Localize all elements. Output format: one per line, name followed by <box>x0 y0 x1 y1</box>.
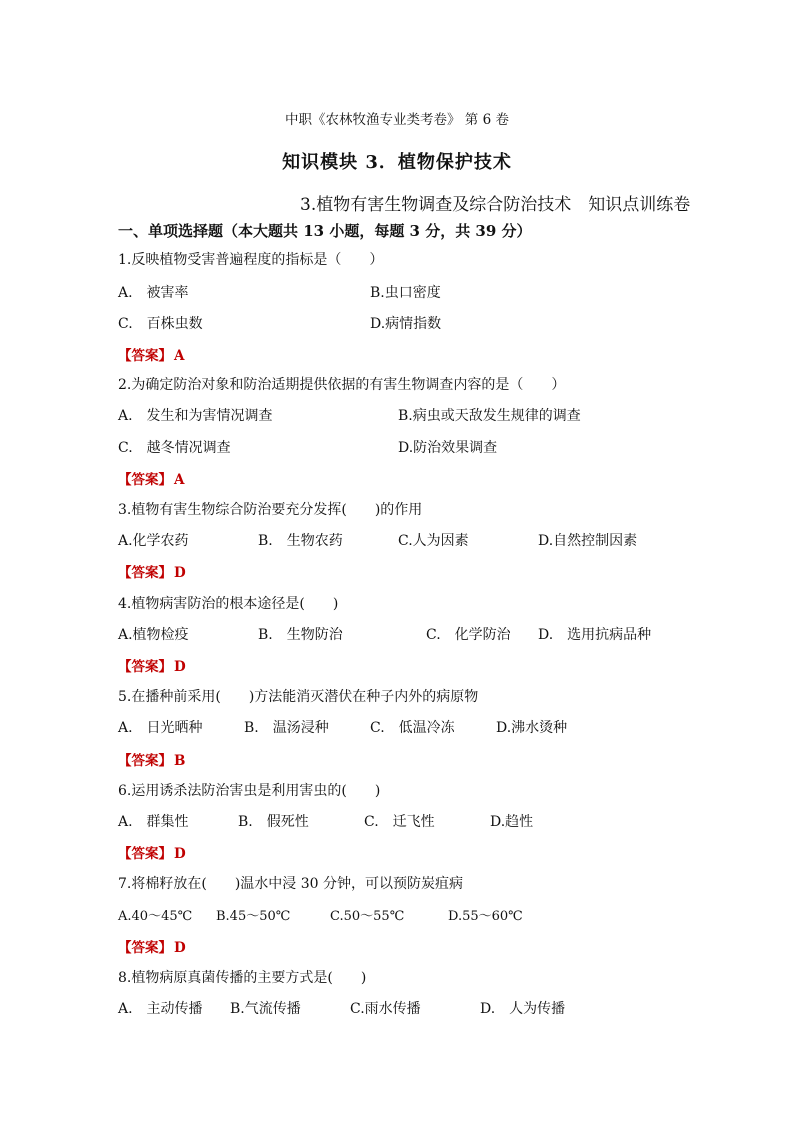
answer-value: D <box>174 565 186 581</box>
question-4-option-d: D. 选用抗病品种 <box>538 627 652 643</box>
answer-label: 【答案】 <box>118 565 172 581</box>
question-7-answer <box>118 936 186 956</box>
question-6-option-b: B. 假死性 <box>238 814 309 830</box>
answer-value: A <box>174 472 185 488</box>
module-title: 知识模块 3．植物保护技术 <box>282 152 512 173</box>
question-2-stem: 2.为确定防治对象和防治适期提供依据的有害生物调查内容的是（ ） <box>118 377 566 393</box>
question-5-option-b: B. 温汤浸种 <box>244 720 329 736</box>
answer-label: 【答案】 <box>118 659 172 675</box>
question-2-option-a: A. 发生和为害情况调查 <box>118 408 273 424</box>
question-3-option-b: B. 生物农药 <box>258 533 343 549</box>
question-1-option-b: B.虫口密度 <box>370 285 441 301</box>
question-6-answer <box>118 842 186 862</box>
question-2-option-c: C. 越冬情况调查 <box>118 440 231 456</box>
question-4-stem: 4.植物病害防治的根本途径是( ) <box>118 596 339 612</box>
question-8-stem: 8.植物病原真菌传播的主要方式是( ) <box>118 970 367 986</box>
question-5-answer <box>118 749 185 769</box>
question-7-stem: 7.将棉籽放在( )温水中浸 30 分钟，可以预防炭疽病 <box>118 876 463 892</box>
question-7-option-b: B.45～50℃ <box>216 909 291 924</box>
question-2-option-d: D.防治效果调查 <box>398 440 498 456</box>
question-1-option-a: A. 被害率 <box>118 285 189 301</box>
question-3-answer <box>118 561 186 581</box>
question-1-option-c: C. 百株虫数 <box>118 316 203 332</box>
answer-label: 【答案】 <box>118 940 172 956</box>
section-heading: 一、单项选择题（本大题共 13 小题，每题 3 分，共 39 分） <box>118 222 532 240</box>
question-3-option-c: C.人为因素 <box>398 533 469 549</box>
paper-title: 3.植物有害生物调查及综合防治技术 知识点训练卷 <box>300 195 691 215</box>
question-1-stem: 1.反映植物受害普遍程度的指标是（ ） <box>118 252 384 268</box>
question-3-option-d: D.自然控制因素 <box>538 533 638 549</box>
question-8-option-d: D. 人为传播 <box>480 1001 566 1017</box>
answer-value: D <box>174 659 186 675</box>
question-4-option-a: A.植物检疫 <box>118 627 189 643</box>
answer-label: 【答案】 <box>118 472 172 488</box>
question-7-option-c: C.50～55℃ <box>330 909 405 924</box>
question-6-option-c: C. 迁飞性 <box>364 814 435 830</box>
question-5-stem: 5.在播种前采用( )方法能消灭潜伏在种子内外的病原物 <box>118 689 479 705</box>
question-4-option-b: B. 生物防治 <box>258 627 343 643</box>
question-2-answer <box>118 468 184 488</box>
question-6-stem: 6.运用诱杀法防治害虫是利用害虫的( ) <box>118 783 381 799</box>
answer-value: B <box>174 753 186 769</box>
question-6-option-a: A. 群集性 <box>118 814 189 830</box>
question-4-option-c: C. 化学防治 <box>426 627 511 643</box>
answer-label: 【答案】 <box>118 348 172 364</box>
question-5-option-d: D.沸水烫种 <box>496 720 568 736</box>
question-1-answer <box>118 344 184 364</box>
question-8-option-a: A. 主动传播 <box>118 1001 203 1017</box>
question-3-stem: 3.植物有害生物综合防治要充分发挥( )的作用 <box>118 502 423 518</box>
answer-label: 【答案】 <box>118 846 172 862</box>
question-8-option-c: C.雨水传播 <box>350 1001 421 1017</box>
question-8-option-b: B.气流传播 <box>230 1001 301 1017</box>
exam-header: 中职《农林牧渔专业类考卷》 第 6 卷 <box>285 112 509 128</box>
answer-value: A <box>174 348 185 364</box>
question-3-option-a: A.化学农药 <box>118 533 189 549</box>
question-7-option-d: D.55～60℃ <box>448 909 523 924</box>
question-7-option-a: A.40～45℃ <box>118 909 193 924</box>
question-5-option-c: C. 低温冷冻 <box>370 720 455 736</box>
question-1-option-d: D.病情指数 <box>370 316 442 332</box>
question-6-option-d: D.趋性 <box>490 814 534 830</box>
answer-value: D <box>174 940 186 956</box>
question-2-option-b: B.病虫或天敌发生规律的调查 <box>398 408 581 424</box>
question-4-answer <box>118 655 186 675</box>
answer-label: 【答案】 <box>118 753 172 769</box>
answer-value: D <box>174 846 186 862</box>
question-5-option-a: A. 日光晒种 <box>118 720 203 736</box>
